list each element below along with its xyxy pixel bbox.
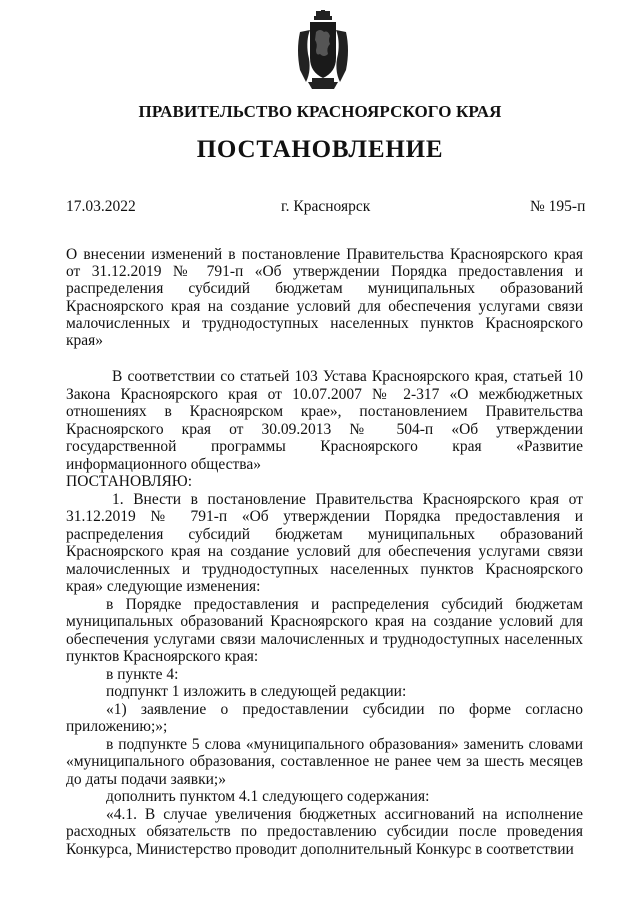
body-paragraph-subpoint-1: подпункт 1 изложить в следующей редакции: xyxy=(106,683,407,700)
body-resolve-word: ПОСТАНОВЛЯЮ: xyxy=(66,473,193,490)
document-body xyxy=(66,368,583,858)
body-paragraph-preamble: В соответствии со статьей 103 Устава Красноярского края, статьей 10 Закона Красноярского края от 10.07.2007 № 2-317 «О межбюджетных отношениях в Красноярском крае», постановлением Правительства Красноярского края от 30.09.2013 № 504-п «Об утверждении государственной программы Красноярского края «Развитие информационного общества» xyxy=(66,368,583,473)
body-paragraph-point-4: в пункте 4: xyxy=(106,665,179,683)
body-paragraph-subpoint-5: в подпункте 5 слова «муниципального образования» заменить словами «муниципального образования, составленное не ранее чем за шесть месяцев до даты подачи заявки;» xyxy=(66,735,583,788)
document-city: г. Красноярск xyxy=(281,198,371,215)
coat-of-arms-icon xyxy=(294,10,352,90)
body-paragraph-order: в Порядке предоставления и распределения субсидий бюджетам муниципальных образований Красноярского края на создание условий для обеспечения услугами связи малочисленных и труднодоступных населенных пунктов Красноярского края: xyxy=(66,595,583,665)
document-type-title: ПОСТАНОВЛЕНИЕ xyxy=(196,136,444,163)
document-number: № 195-п xyxy=(530,198,586,215)
government-title: ПРАВИТЕЛЬСТВО КРАСНОЯРСКОГО КРАЯ xyxy=(138,102,502,121)
body-paragraph-item-1: 1. Внести в постановление Правительства Красноярского края от 31.12.2019 № 791-п «Об утверждении Порядка предоставления и распределения субсидий бюджетам муниципальных образований Красноярского края на создание условий для обеспечения услугами связи малочисленных и труднодоступных населенных пунктов Красноярского края» следующие изменения: xyxy=(66,490,583,595)
body-paragraph-point-4-1-add: дополнить пунктом 4.1 следующего содержания: xyxy=(106,788,430,805)
body-paragraph-point-4-1-text: «4.1. В случае увеличения бюджетных ассигнований на исполнение расходных обязательств по предоставлению субсидии после проведения Конкурса, Министерство проводит дополнительный Конкурс в соответствии xyxy=(66,805,583,858)
document-subject: О внесении изменений в постановление Правительства Красноярского края от 31.12.2019 № 791-п «Об утверждении Порядка предоставления и распределения субсидий бюджетам муниципальных образований Красноярского края на создание условий для обеспечения услугами связи малочисленных и труднодоступных населенных пунктов Красноярского края» xyxy=(66,246,583,350)
body-paragraph-application: «1) заявление о предоставлении субсидии по форме согласно приложению;»; xyxy=(66,700,583,735)
document-date: 17.03.2022 xyxy=(66,198,136,215)
